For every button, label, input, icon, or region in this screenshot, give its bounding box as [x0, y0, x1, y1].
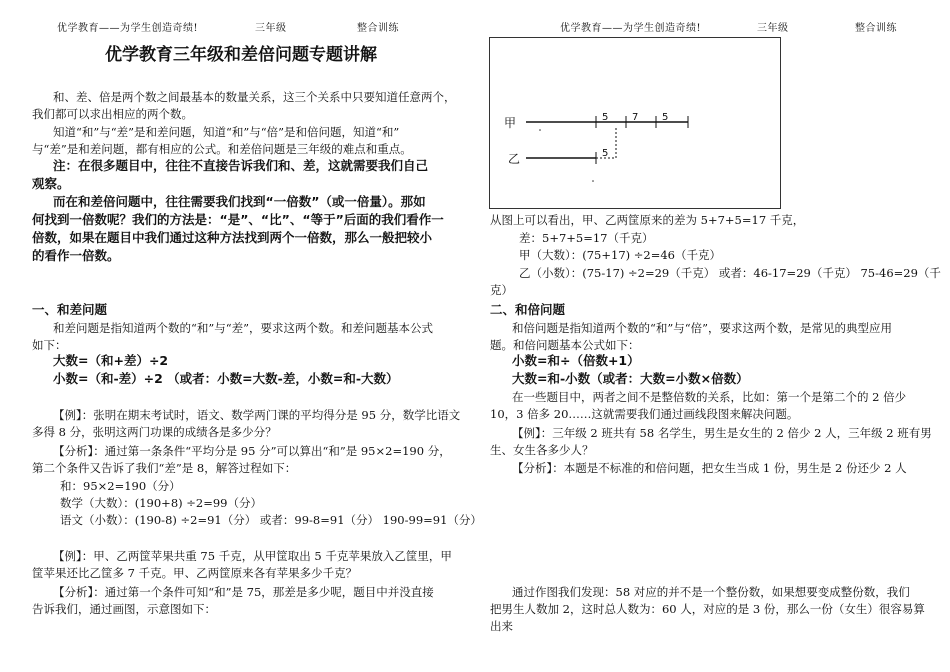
analysis-line: 第二个条件又告诉了我们“差”是 8，解答过程如下： [32, 461, 297, 475]
header-grade: 三年级 [255, 23, 287, 34]
segment-label: 7 [632, 112, 639, 123]
analysis-line: 告诉我们，通过画图，示意图如下： [32, 602, 216, 616]
section-desc: 和差问题是指知道两个数的“和”与“差”，要求这两个数。和差问题基本公式 [53, 321, 434, 335]
formula: 小数=（和-差）÷2 （或者：小数=大数-差，小数=和-大数） [53, 371, 399, 386]
note-line: 而在和差倍问题中，往往需要我们找到“一倍数”（或一倍量）。那如 [53, 194, 426, 209]
label-a: 甲 [504, 116, 517, 130]
segment-label: 5 [662, 112, 669, 123]
diff-text: 从图上可以看出，甲、乙两筐原来的差为 5+7+5=17 千克， [490, 213, 805, 227]
header-type: 整合训练 [357, 23, 399, 34]
conclusion-line: 把男生人数加 2，这时总人数为：60 人，对应的是 3 份，那么一份（女生）很容易算 [490, 602, 925, 616]
conclusion-line: 通过作图我们发现：58 对应的并不是一个整份数，如果想要变成整份数，我们 [512, 585, 910, 599]
note-line: 注：在很多题目中，往往不直接告诉我们和、差，这就需要我们自己 [53, 158, 429, 173]
diagram-svg [490, 38, 780, 208]
conclusion-line: 出来 [490, 619, 513, 633]
page-title: 优学教育三年级和差倍问题专题讲解 [105, 45, 377, 65]
intro-line: 与“差”是和差问题，都有相应的公式。和差倍问题是三年级的难点和重点。 [32, 142, 412, 156]
note-line: 观察。 [32, 176, 70, 191]
note-line: 在一些题目中，两者之间不是整倍数的关系，比如：第一个是第二个的 2 倍少 [512, 390, 907, 404]
formula: 小数=和÷（倍数+1） [512, 353, 640, 368]
calc-line: 克） [490, 283, 513, 297]
header-type: 整合训练 [855, 23, 897, 34]
example-line: 【例】：张明在期末考试时，语文、数学两门课的平均得分是 95 分，数学比语文 [53, 408, 461, 422]
dot-mark [592, 180, 594, 182]
note-line: 10，3 倍多 20……这就需要我们通过画线段图来解决问题。 [490, 407, 799, 421]
section-title: 一、和差问题 [32, 302, 108, 317]
analysis-line: 【分析】：本题是不标准的和倍问题，把女生当成 1 份，男生是 2 份还少 2 人 [512, 461, 907, 475]
intro-line: 我们都可以求出相应的两个数。 [32, 107, 193, 121]
calc-line: 语文（小数）：(190-8) ÷2=91（分） 或者：99-8=91（分） 190-99=91（分） [60, 513, 482, 527]
right-page [475, 0, 950, 672]
calc-line: 数学（大数）：(190+8) ÷2=99（分） [60, 496, 263, 510]
calc-line: 甲（大数）：(75+17) ÷2=46（千克） [519, 248, 722, 262]
dot-mark [539, 129, 541, 131]
intro-line: 知道“和”与“差”是和差问题，知道“和”与“倍”是和倍问题，知道“和” [53, 125, 400, 139]
analysis-line: 【分析】：通过第一个条件可知“和”是 75，那差是多少呢，题目中并没直接 [53, 585, 434, 599]
calc-line: 和：95×2=190（分） [60, 479, 181, 493]
line-segment-diagram [489, 37, 781, 209]
header-school: 优学教育——为学生创造奇绩! [560, 23, 702, 34]
segment-label: 5 [602, 112, 609, 123]
example-line: 筐苹果还比乙筐多 7 千克。甲、乙两筐原来各有苹果多少千克？ [32, 566, 358, 580]
section-desc: 和倍问题是指知道两个数的“和”与“倍”，要求这两个数，是常见的典型应用 [512, 321, 893, 335]
example-line: 多得 8 分，张明这两门功课的成绩各是多少分？ [32, 425, 277, 439]
section-desc: 题。和倍问题基本公式如下： [490, 338, 640, 352]
label-b: 乙 [508, 152, 521, 166]
analysis-line: 【分析】：通过第一条条件“平均分是 95 分”可以算出“和”是 95×2=190 分， [53, 444, 451, 458]
section-desc: 如下： [32, 338, 67, 352]
note-line: 何找到一倍数呢？我们的方法是：“是”、“比”、“等于”后面的我们看作一 [32, 212, 444, 227]
note-line: 的看作一倍数。 [32, 248, 120, 263]
calc-line: 差：5+7+5=17（千克） [519, 231, 654, 245]
example-line: 【例】：三年级 2 班共有 58 名学生，男生是女生的 2 倍少 2 人，三年级 2 班有男 [512, 426, 932, 440]
example-line: 【例】：甲、乙两筐苹果共重 75 千克，从甲筐取出 5 千克苹果放入乙筐里，甲 [53, 549, 452, 563]
formula: 大数=（和+差）÷2 [53, 353, 169, 368]
note-line: 倍数，如果在题目中我们通过这种方法找到两个一倍数，那么一般把较小 [32, 230, 433, 245]
header-school: 优学教育——为学生创造奇绩! [57, 23, 199, 34]
calc-line: 乙（小数）：(75-17) ÷2=29（千克） 或者：46-17=29（千克） 75-46=29（千 [519, 266, 941, 280]
segment-label: 5 [602, 148, 609, 159]
formula: 大数=和-小数（或者：大数=小数×倍数） [512, 371, 749, 386]
section-title: 二、和倍问题 [490, 302, 566, 317]
example-line: 生、女生各多少人？ [490, 443, 594, 457]
intro-line: 和、差、倍是两个数之间最基本的数量关系，这三个关系中只要知道任意两个， [53, 90, 456, 104]
header-grade: 三年级 [757, 23, 789, 34]
